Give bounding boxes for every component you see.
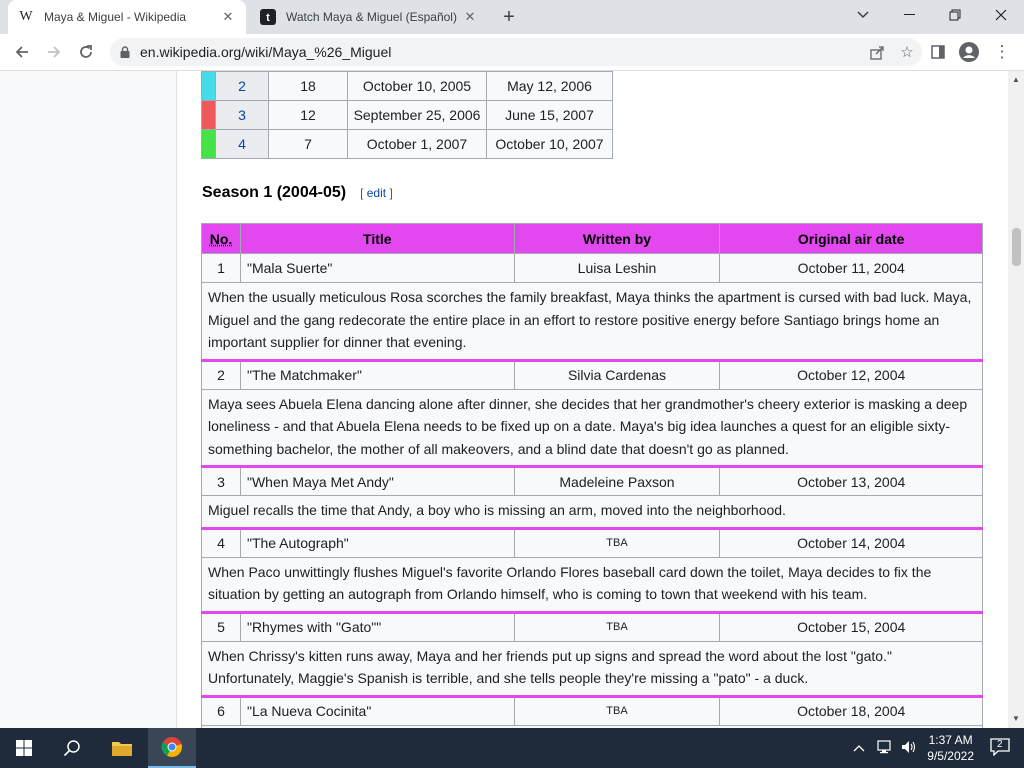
network-icon[interactable]	[877, 740, 893, 757]
url-text[interactable]: en.wikipedia.org/wiki/Maya_%26_Miguel	[140, 44, 392, 60]
minimize-icon[interactable]	[886, 0, 932, 30]
scrollbar-thumb[interactable]	[1012, 228, 1021, 266]
search-icon[interactable]	[48, 728, 96, 768]
reload-icon[interactable]	[72, 38, 100, 66]
notifications-icon[interactable]	[990, 738, 1010, 759]
season-color-swatch	[202, 101, 216, 130]
episode-row	[202, 696, 983, 725]
svg-text:t: t	[266, 12, 270, 24]
share-icon[interactable]	[862, 45, 892, 60]
season-color-swatch	[202, 72, 216, 101]
episode-summary: When the usually meticulous Rosa scorches the family breakfast, Maya thinks the apartment is cursed with bad luck. Maya, Miguel and the gang redecorate the entire place in an effort to restore positive energy before Santiago brings home an important supplier for dinner that evening.	[202, 283, 983, 361]
episode-writer: Silvia Cardenas	[514, 360, 720, 389]
episode-count: 12	[269, 101, 348, 130]
scroll-down-icon[interactable]: ▼	[1012, 714, 1020, 723]
episode-air-date: October 14, 2004	[720, 528, 983, 557]
tab-title: Watch Maya & Miguel (Español)	[286, 10, 457, 24]
section-title: Season 1 (2004-05)	[202, 184, 347, 201]
wiki-sidebar	[0, 71, 177, 728]
tab-watch[interactable]	[250, 0, 488, 34]
episode-writer: TBA	[514, 528, 720, 557]
episode-title: "When Maya Met Andy"	[240, 467, 514, 496]
tubi-favicon-icon	[260, 9, 276, 25]
last-aired: October 10, 2007	[487, 130, 613, 159]
show-hidden-icons-chevron-icon[interactable]	[853, 741, 865, 755]
episode-writer: Madeleine Paxson	[514, 467, 720, 496]
tab-wikipedia[interactable]	[8, 0, 246, 34]
season-link[interactable]: 4	[238, 136, 246, 152]
page-scrollbar[interactable]	[1008, 71, 1024, 728]
season-link[interactable]: 2	[238, 78, 246, 94]
first-aired: October 10, 2005	[348, 72, 487, 101]
chrome-taskbar-icon[interactable]	[148, 728, 196, 768]
episode-air-date: October 15, 2004	[720, 612, 983, 641]
profile-avatar-icon[interactable]	[955, 38, 983, 66]
season-row	[202, 130, 613, 159]
episode-air-date: October 13, 2004	[720, 467, 983, 496]
volume-icon[interactable]	[901, 740, 917, 757]
episode-number: 3	[202, 467, 241, 496]
episode-air-date: October 12, 2004	[720, 360, 983, 389]
episode-air-date: October 18, 2004	[720, 696, 983, 725]
edit-section-link[interactable]: [ edit ]	[360, 186, 393, 200]
first-aired: September 25, 2006	[348, 101, 487, 130]
episode-title: "La Nueva Cocinita"	[240, 696, 514, 725]
episode-writer: TBA	[514, 696, 720, 725]
system-tray	[845, 728, 1024, 768]
season-number[interactable]	[216, 101, 269, 130]
episode-writer: TBA	[514, 612, 720, 641]
episode-title: "The Matchmaker"	[240, 360, 514, 389]
address-bar[interactable]	[110, 38, 922, 66]
new-tab-button[interactable]: +	[503, 5, 515, 28]
episode-summary-row	[202, 557, 983, 612]
clock-time: 1:37 AM	[928, 733, 973, 747]
tab-strip	[0, 0, 1024, 34]
tab-title: Maya & Miguel - Wikipedia	[44, 10, 187, 24]
side-panel-icon[interactable]	[924, 38, 952, 66]
edit-link[interactable]: edit	[366, 186, 387, 200]
episode-summary-row	[202, 496, 983, 529]
page-content	[0, 71, 1024, 728]
season-number[interactable]	[216, 130, 269, 159]
episode-row	[202, 612, 983, 641]
episode-title: "The Autograph"	[240, 528, 514, 557]
file-explorer-icon[interactable]	[98, 728, 146, 768]
episode-summary-row	[202, 641, 983, 696]
episode-air-date: October 11, 2004	[720, 254, 983, 283]
episode-title: "Rhymes with "Gato""	[240, 612, 514, 641]
restore-icon[interactable]	[932, 0, 978, 30]
season1-episodes-table	[201, 223, 983, 728]
last-aired: May 12, 2006	[487, 72, 613, 101]
scroll-up-icon[interactable]: ▲	[1012, 75, 1020, 84]
episode-summary-row	[202, 389, 983, 467]
season1-heading	[202, 184, 393, 202]
episode-summary: Maya sees Abuela Elena dancing alone after dinner, she decides that her grandmother's cheery exterior is masking a deep loneliness - and that Abuela Elena needs to be fixed up on a date. Maya's big idea launches a quest for an eligible sixty-something bachelor, the mother of all makeovers, and a blind date that doesn't go as planned.	[202, 389, 983, 467]
notification-count: 2	[997, 738, 1003, 750]
episode-number: 4	[202, 528, 241, 557]
close-window-icon[interactable]	[978, 0, 1024, 30]
seasons-overview-table	[201, 71, 613, 159]
season-row	[202, 72, 613, 101]
windows-start-icon[interactable]	[0, 728, 48, 768]
episode-summary: When Paco unwittingly flushes Miguel's favorite Orlando Flores baseball card down the toilet, Maya decides to fix the situation by getting an autograph from Orlando himself, who is coming to town that weekend with his team.	[202, 557, 983, 612]
taskbar-clock[interactable]	[927, 732, 974, 764]
forward-icon[interactable]	[40, 38, 68, 66]
chrome-menu-icon[interactable]: ⋮	[993, 42, 1011, 61]
last-aired: June 15, 2007	[487, 101, 613, 130]
tab-close-icon[interactable]: ✕	[464, 9, 476, 24]
season-number[interactable]	[216, 72, 269, 101]
episode-summary: When Chrissy's kitten runs away, Maya and her friends put up signs and spread the word about the lost "gato." Unfortunately, Maggie's Spanish is terrible, and she tells people they're missing a "pato" - a duck.	[202, 641, 983, 696]
column-header-no[interactable]: No.	[202, 224, 241, 254]
first-aired: October 1, 2007	[348, 130, 487, 159]
wikipedia-favicon-icon: W	[19, 9, 33, 24]
episode-row	[202, 528, 983, 557]
episode-number: 1	[202, 254, 241, 283]
browser-toolbar	[0, 34, 1024, 71]
episode-count: 7	[269, 130, 348, 159]
episode-row	[202, 360, 983, 389]
episode-count: 18	[269, 72, 348, 101]
episode-row	[202, 254, 983, 283]
episode-summary-row	[202, 283, 983, 361]
tab-close-icon[interactable]: ✕	[222, 9, 234, 24]
season-color-swatch	[202, 130, 216, 159]
lock-icon[interactable]	[110, 46, 140, 58]
episode-title: "Mala Suerte"	[240, 254, 514, 283]
windows-taskbar	[0, 728, 1024, 768]
season-link[interactable]: 3	[238, 107, 246, 123]
episodes-header-row	[202, 224, 983, 254]
episode-writer: Luisa Leshin	[514, 254, 720, 283]
back-icon[interactable]	[8, 38, 36, 66]
column-header-title: Title	[240, 224, 514, 254]
column-header-writer: Written by	[514, 224, 720, 254]
clock-date: 9/5/2022	[927, 749, 974, 763]
episode-number: 2	[202, 360, 241, 389]
tab-search-chevron-icon[interactable]	[840, 0, 886, 30]
episode-number: 6	[202, 696, 241, 725]
episode-summary: Miguel recalls the time that Andy, a boy who is missing an arm, moved into the neighborhood.	[202, 496, 983, 529]
episode-row	[202, 467, 983, 496]
column-header-date: Original air date	[720, 224, 983, 254]
bookmark-star-icon[interactable]: ☆	[900, 44, 914, 61]
season-row	[202, 101, 613, 130]
episode-number: 5	[202, 612, 241, 641]
